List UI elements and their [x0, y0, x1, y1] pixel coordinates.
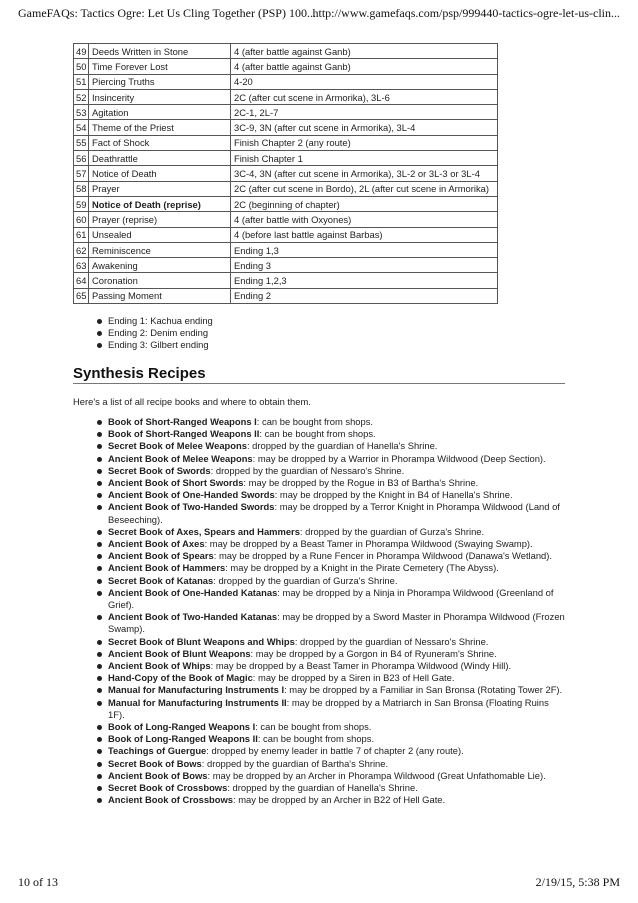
table-row	[74, 59, 498, 74]
track-number: 64	[74, 273, 89, 288]
recipe-source: : dropped by the guardian of Gurza's Shrine.	[299, 525, 485, 537]
recipe-book-name: Ancient Book of Blunt Weapons	[108, 647, 251, 659]
track-title: Coronation	[89, 273, 231, 288]
track-unlock: 3C-9, 3N (after cut scene in Armorika), 3L-4	[231, 120, 498, 135]
table-row	[74, 166, 498, 181]
recipe-book-name: Manual for Manufacturing Instruments I	[108, 684, 285, 696]
recipe-book-name: Book of Long-Ranged Weapons II	[108, 733, 258, 745]
recipe-source: : may be dropped by a Terror Knight in Phorampa Wildwood (Land of Beseeching).	[108, 501, 560, 525]
track-number: 58	[74, 181, 89, 196]
recipe-source: : can be bought from shops.	[255, 721, 372, 733]
recipe-source: : can be bought from shops.	[257, 733, 375, 745]
table-row	[74, 212, 498, 227]
list-item	[96, 562, 566, 574]
track-title: Notice of Death (reprise)	[89, 196, 231, 211]
list-item	[96, 587, 566, 611]
recipe-source: : dropped by the guardian of Gurza's Shrine.	[213, 574, 398, 586]
track-number: 60	[74, 212, 89, 227]
recipe-book-name: Teachings of Guergue	[108, 745, 207, 757]
track-unlock: Finish Chapter 1	[231, 151, 498, 166]
track-number: 65	[74, 288, 89, 303]
recipe-source: : may be dropped by a Rune Fencer in Phorampa Wildwood (Danawa's Wetland).	[213, 550, 552, 562]
list-item	[96, 697, 566, 721]
list-item	[96, 575, 566, 587]
table-row	[74, 196, 498, 211]
recipe-source: : may be dropped by the Rogue in B3 of Bartha's Shrine.	[243, 477, 479, 489]
list-item	[96, 794, 566, 806]
track-number: 63	[74, 258, 89, 273]
table-row	[74, 242, 498, 257]
list-item	[96, 684, 566, 696]
track-unlock: 4 (after battle with Oxyones)	[231, 212, 498, 227]
recipe-book-name: Ancient Book of One-Handed Katanas	[108, 586, 278, 598]
recipe-book-name: Hand-Copy of the Book of Magic	[108, 672, 253, 684]
list-item	[96, 489, 566, 501]
recipe-book-name: Ancient Book of Axes	[108, 538, 205, 550]
track-unlock: 4-20	[231, 74, 498, 89]
list-item: Ending 2: Denim ending	[96, 327, 213, 339]
recipe-book-name: Ancient Book of Two-Handed Katanas	[108, 611, 278, 623]
recipe-source: : can be bought from shops.	[256, 416, 374, 427]
song-table	[73, 43, 498, 304]
table-row	[74, 258, 498, 273]
track-unlock: 4 (after battle against Ganb)	[231, 44, 498, 59]
recipe-source: : may be dropped by a Matriarch in San Bronsa (Floating Ruins 1F).	[108, 696, 549, 720]
recipe-source: : may be dropped by a Knight in the Pirate Cemetery (The Abyss).	[225, 562, 499, 574]
list-item	[96, 416, 566, 428]
track-number: 51	[74, 74, 89, 89]
recipe-source: : may be dropped by a Sword Master in Phorampa Wildwood (Frozen Swamp).	[108, 611, 565, 635]
recipe-book-name: Secret Book of Katanas	[108, 574, 214, 586]
recipe-source: : dropped by the guardian of Bartha's Shrine.	[201, 757, 389, 769]
track-unlock: Ending 1,2,3	[231, 273, 498, 288]
recipe-source: : dropped by the guardian of Hanella's Shrine.	[246, 440, 438, 452]
track-number: 57	[74, 166, 89, 181]
recipe-source: : dropped by enemy leader in battle 7 of chapter 2 (any route).	[206, 745, 464, 757]
print-header	[18, 6, 620, 22]
track-title: Passing Moment	[89, 288, 231, 303]
list-item	[96, 758, 566, 770]
recipe-book-name: Ancient Book of Hammers	[108, 562, 226, 574]
recipe-book-name: Ancient Book of Crossbows	[108, 794, 234, 806]
track-title: Deathrattle	[89, 151, 231, 166]
recipe-source: : may be dropped by an Archer in Phorampa Wildwood (Great Unfathomable Lie).	[207, 769, 546, 781]
print-datetime: 2/19/15, 5:38 PM	[535, 875, 620, 889]
recipe-source: : dropped by the guardian of Nessaro's Shrine.	[294, 635, 489, 647]
track-title: Reminiscence	[89, 242, 231, 257]
list-item	[96, 501, 566, 525]
recipe-list	[96, 416, 566, 807]
track-title: Fact of Shock	[89, 135, 231, 150]
track-title: Notice of Death	[89, 166, 231, 181]
recipe-book-name: Secret Book of Crossbows	[108, 782, 228, 794]
recipe-source: : may be dropped by an Archer in B22 of Hell Gate.	[233, 794, 446, 806]
track-number: 54	[74, 120, 89, 135]
list-item	[96, 660, 566, 672]
recipe-book-name: Secret Book of Melee Weapons	[108, 440, 247, 452]
table-row	[74, 74, 498, 89]
track-unlock: Ending 3	[231, 258, 498, 273]
list-item	[96, 611, 566, 635]
track-title: Time Forever Lost	[89, 59, 231, 74]
track-unlock: 4 (after battle against Ganb)	[231, 59, 498, 74]
track-unlock: Ending 1,3	[231, 242, 498, 257]
recipe-book-name: Ancient Book of Two-Handed Swords	[108, 501, 275, 513]
table-row	[74, 44, 498, 59]
table-row	[74, 135, 498, 150]
table-row	[74, 273, 498, 288]
recipe-book-name: Ancient Book of Whips	[108, 660, 211, 672]
track-title: Insincerity	[89, 89, 231, 104]
recipe-source: : may be dropped by a Ninja in Phorampa Wildwood (Greenland of Grief).	[108, 586, 554, 611]
table-row	[74, 288, 498, 303]
list-item	[96, 733, 566, 745]
recipe-book-name: Ancient Book of Short Swords	[108, 477, 244, 489]
track-number: 61	[74, 227, 89, 242]
list-item: Ending 1: Kachua ending	[96, 315, 213, 327]
track-unlock: 3C-4, 3N (after cut scene in Armorika), 3L-2 or 3L-3 or 3L-4	[231, 166, 498, 181]
track-number: 49	[74, 44, 89, 59]
recipe-source: : may be dropped by the Knight in B4 of Hanella's Shrine.	[274, 489, 513, 501]
recipe-source: : dropped by the guardian of Nessaro's Shrine.	[210, 464, 405, 476]
list-item	[96, 770, 566, 782]
table-row	[74, 151, 498, 166]
track-unlock: 2C (after cut scene in Armorika), 3L-6	[231, 89, 498, 104]
track-unlock: Finish Chapter 2 (any route)	[231, 135, 498, 150]
recipe-source: : may be dropped by a Beast Tamer in Phorampa Wildwood (Windy Hill).	[210, 660, 512, 672]
track-title: Prayer (reprise)	[89, 212, 231, 227]
track-title: Agitation	[89, 105, 231, 120]
recipe-book-name: Secret Book of Axes, Spears and Hammers	[108, 525, 300, 537]
recipe-book-name: Secret Book of Blunt Weapons and Whips	[108, 635, 295, 647]
page-number: 10 of 13	[18, 875, 58, 889]
track-number: 50	[74, 59, 89, 74]
list-item	[96, 672, 566, 684]
recipe-book-name: Ancient Book of Spears	[108, 550, 214, 562]
page-url: http://www.gamefaqs.com/psp/999440-tactics-ogre-let-us-clin...	[312, 6, 620, 20]
recipe-source: : dropped by the guardian of Hanella's Shrine.	[227, 782, 418, 794]
list-item	[96, 440, 566, 452]
list-item	[96, 745, 566, 757]
recipe-book-name: Ancient Book of Bows	[108, 769, 208, 781]
track-unlock: Ending 2	[231, 288, 498, 303]
recipe-book-name: Book of Long-Ranged Weapons I	[108, 721, 256, 733]
section-heading: Synthesis Recipes	[73, 365, 565, 384]
table-row	[74, 181, 498, 196]
recipe-source: : can be bought from shops.	[259, 428, 376, 440]
list-item	[96, 648, 566, 660]
list-item	[96, 453, 566, 465]
track-unlock: 2C (beginning of chapter)	[231, 196, 498, 211]
table-row	[74, 227, 498, 242]
track-unlock: 4 (before last battle against Barbas)	[231, 227, 498, 242]
print-footer	[18, 875, 620, 891]
table-row	[74, 89, 498, 104]
track-number: 62	[74, 242, 89, 257]
recipe-source: : may be dropped by a Familiar in San Bronsa (Rotating Tower 2F).	[284, 684, 563, 696]
recipe-book-name: Book of Short-Ranged Weapons II	[108, 428, 260, 440]
recipe-source: : may be dropped by a Beast Tamer in Phorampa Wildwood (Swaying Swamp).	[204, 538, 533, 550]
track-number: 55	[74, 135, 89, 150]
list-item: Ending 3: Gilbert ending	[96, 339, 213, 351]
track-number: 53	[74, 105, 89, 120]
recipe-book-name: Ancient Book of One-Handed Swords	[108, 489, 275, 501]
recipe-book-name: Secret Book of Bows	[108, 757, 202, 769]
list-item	[96, 782, 566, 794]
page-title: GameFAQs: Tactics Ogre: Let Us Cling Together (PSP) 100...	[18, 6, 316, 20]
list-item	[96, 477, 566, 489]
table-row	[74, 120, 498, 135]
track-title: Theme of the Priest	[89, 120, 231, 135]
list-item	[96, 428, 566, 440]
list-item	[96, 550, 566, 562]
track-title: Prayer	[89, 181, 231, 196]
list-item	[96, 721, 566, 733]
track-title: Deeds Written in Stone	[89, 44, 231, 59]
section-intro: Here's a list of all recipe books and where to obtain them.	[73, 396, 311, 407]
recipe-source: : may be dropped by a Siren in B23 of Hell Gate.	[252, 672, 455, 684]
endings-list	[96, 315, 213, 352]
recipe-source: : may be dropped by a Gorgon in B4 of Ryuneram's Shrine.	[250, 647, 497, 659]
recipe-book-name: Ancient Book of Melee Weapons	[108, 452, 253, 464]
track-unlock: 2C-1, 2L-7	[231, 105, 498, 120]
track-number: 56	[74, 151, 89, 166]
table-row	[74, 105, 498, 120]
track-number: 52	[74, 89, 89, 104]
track-title: Unsealed	[89, 227, 231, 242]
list-item	[96, 465, 566, 477]
track-number: 59	[74, 196, 89, 211]
list-item	[96, 538, 566, 550]
recipe-book-name: Manual for Manufacturing Instruments II	[108, 696, 287, 708]
track-title: Piercing Truths	[89, 74, 231, 89]
list-item	[96, 636, 566, 648]
track-unlock: 2C (after cut scene in Bordo), 2L (after cut scene in Armorika)	[231, 181, 498, 196]
recipe-book-name: Secret Book of Swords	[108, 464, 211, 476]
recipe-source: : may be dropped by a Warrior in Phorampa Wildwood (Deep Section).	[252, 452, 546, 464]
track-title: Awakening	[89, 258, 231, 273]
recipe-book-name: Book of Short-Ranged Weapons I	[108, 416, 257, 427]
list-item	[96, 526, 566, 538]
